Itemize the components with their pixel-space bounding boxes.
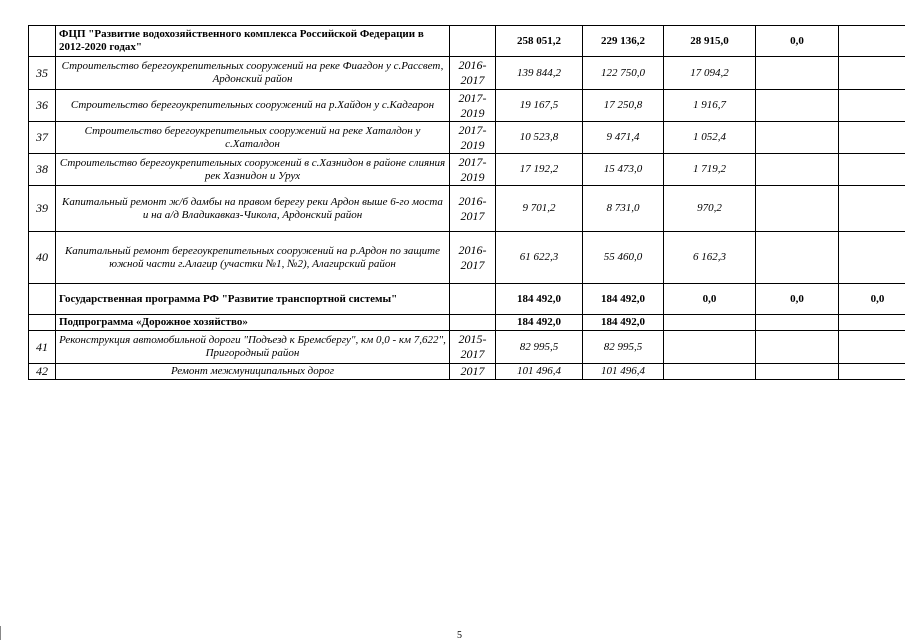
row-value-2: 17 250,8	[583, 90, 664, 122]
table-row	[29, 26, 905, 57]
row-value-2: 8 731,0	[583, 186, 664, 232]
table-row	[29, 284, 905, 315]
row-name: Строительство берегоукрепительных сооружений в с.Хазнидон в районе слияния рек Хазнидон и Урух	[56, 154, 450, 186]
row-value-2: 184 492,0	[583, 315, 664, 331]
table-row	[29, 122, 905, 154]
row-value-3: 1 916,7	[664, 90, 756, 122]
row-period	[450, 284, 496, 315]
row-value-4	[756, 186, 839, 232]
row-name: Строительство берегоукрепительных сооружений на реке Фиагдон у с.Рассвет, Ардонский район	[56, 57, 450, 90]
table-row	[29, 331, 905, 364]
row-value-3	[664, 364, 756, 380]
row-value-2: 15 473,0	[583, 154, 664, 186]
row-value-3: 0,0	[664, 284, 756, 315]
row-value-2: 55 460,0	[583, 232, 664, 284]
row-number	[29, 284, 56, 315]
row-value-5	[839, 364, 905, 380]
row-name: ФЦП "Развитие водохозяйственного комплекса Российской Федерации в 2012-2020 годах"	[56, 26, 450, 57]
row-value-2: 9 471,4	[583, 122, 664, 154]
table-row	[29, 57, 905, 90]
row-number: 37	[29, 122, 56, 154]
row-number: 35	[29, 57, 56, 90]
row-value-4: 0,0	[756, 26, 839, 57]
row-number: 42	[29, 364, 56, 380]
row-value-total: 10 523,8	[496, 122, 583, 154]
row-value-5	[839, 90, 905, 122]
row-value-5	[839, 331, 905, 364]
row-period: 2017-2019	[450, 90, 496, 122]
row-period: 2016-2017	[450, 232, 496, 284]
table-row	[29, 154, 905, 186]
row-number: 38	[29, 154, 56, 186]
row-value-3: 970,2	[664, 186, 756, 232]
row-value-4	[756, 57, 839, 90]
row-value-total: 19 167,5	[496, 90, 583, 122]
row-period: 2017-2019	[450, 154, 496, 186]
row-value-5	[839, 315, 905, 331]
row-number: 36	[29, 90, 56, 122]
row-value-3: 28 915,0	[664, 26, 756, 57]
row-value-total: 82 995,5	[496, 331, 583, 364]
row-number: 39	[29, 186, 56, 232]
row-value-4	[756, 232, 839, 284]
row-period: 2016-2017	[450, 186, 496, 232]
row-value-3: 1 719,2	[664, 154, 756, 186]
row-value-total: 139 844,2	[496, 57, 583, 90]
row-value-2: 184 492,0	[583, 284, 664, 315]
row-value-3	[664, 315, 756, 331]
scan-edge-mark	[0, 626, 1, 640]
row-period: 2017	[450, 364, 496, 380]
row-number: 41	[29, 331, 56, 364]
row-value-5	[839, 186, 905, 232]
table-row	[29, 186, 905, 232]
row-value-3: 6 162,3	[664, 232, 756, 284]
row-value-4	[756, 364, 839, 380]
row-value-5	[839, 122, 905, 154]
row-value-4	[756, 154, 839, 186]
row-name: Капитальный ремонт берегоукрепительных сооружений на р.Ардон по защите южной части г.Алагир (участки №1, №2), Алагирский район	[56, 232, 450, 284]
row-name: Государственная программа РФ "Развитие транспортной системы"	[56, 284, 450, 315]
row-name: Строительство берегоукрепительных сооружений на р.Хайдон у с.Кадгарон	[56, 90, 450, 122]
row-name: Реконструкция автомобильной дороги "Подъезд к Бремсбергу", км 0,0 - км 7,622", Пригородный район	[56, 331, 450, 364]
row-period: 2017-2019	[450, 122, 496, 154]
row-value-4	[756, 331, 839, 364]
row-value-4	[756, 122, 839, 154]
row-period	[450, 315, 496, 331]
row-value-total: 17 192,2	[496, 154, 583, 186]
row-value-total: 184 492,0	[496, 315, 583, 331]
budget-table	[28, 25, 905, 380]
page-number: 5	[457, 630, 462, 641]
row-value-total: 61 622,3	[496, 232, 583, 284]
row-period	[450, 26, 496, 57]
row-value-5: 0,0	[839, 284, 905, 315]
row-value-total: 9 701,2	[496, 186, 583, 232]
row-value-3: 1 052,4	[664, 122, 756, 154]
row-value-3: 17 094,2	[664, 57, 756, 90]
row-value-total: 258 051,2	[496, 26, 583, 57]
row-name: Подпрограмма «Дорожное хозяйство»	[56, 315, 450, 331]
row-name: Капитальный ремонт ж/б дамбы на правом берегу реки Ардон выше 6-го моста и на а/д Владикавказ-Чикола, Ардонский район	[56, 186, 450, 232]
row-value-3	[664, 331, 756, 364]
row-period: 2016-2017	[450, 57, 496, 90]
row-value-5	[839, 57, 905, 90]
row-number	[29, 315, 56, 331]
table-row	[29, 315, 905, 331]
row-value-4: 0,0	[756, 284, 839, 315]
table-row	[29, 232, 905, 284]
row-value-2: 101 496,4	[583, 364, 664, 380]
row-period: 2015-2017	[450, 331, 496, 364]
row-value-2: 82 995,5	[583, 331, 664, 364]
row-value-5	[839, 232, 905, 284]
row-number: 40	[29, 232, 56, 284]
row-value-total: 101 496,4	[496, 364, 583, 380]
row-value-total: 184 492,0	[496, 284, 583, 315]
row-value-5	[839, 154, 905, 186]
table-row	[29, 364, 905, 380]
row-name: Строительство берегоукрепительных сооружений на реке Хаталдон у с.Хаталдон	[56, 122, 450, 154]
row-value-2: 122 750,0	[583, 57, 664, 90]
row-value-4	[756, 315, 839, 331]
row-value-5	[839, 26, 905, 57]
row-value-4	[756, 90, 839, 122]
row-value-2: 229 136,2	[583, 26, 664, 57]
table-row	[29, 90, 905, 122]
row-name: Ремонт межмуниципальных дорог	[56, 364, 450, 380]
row-number	[29, 26, 56, 57]
